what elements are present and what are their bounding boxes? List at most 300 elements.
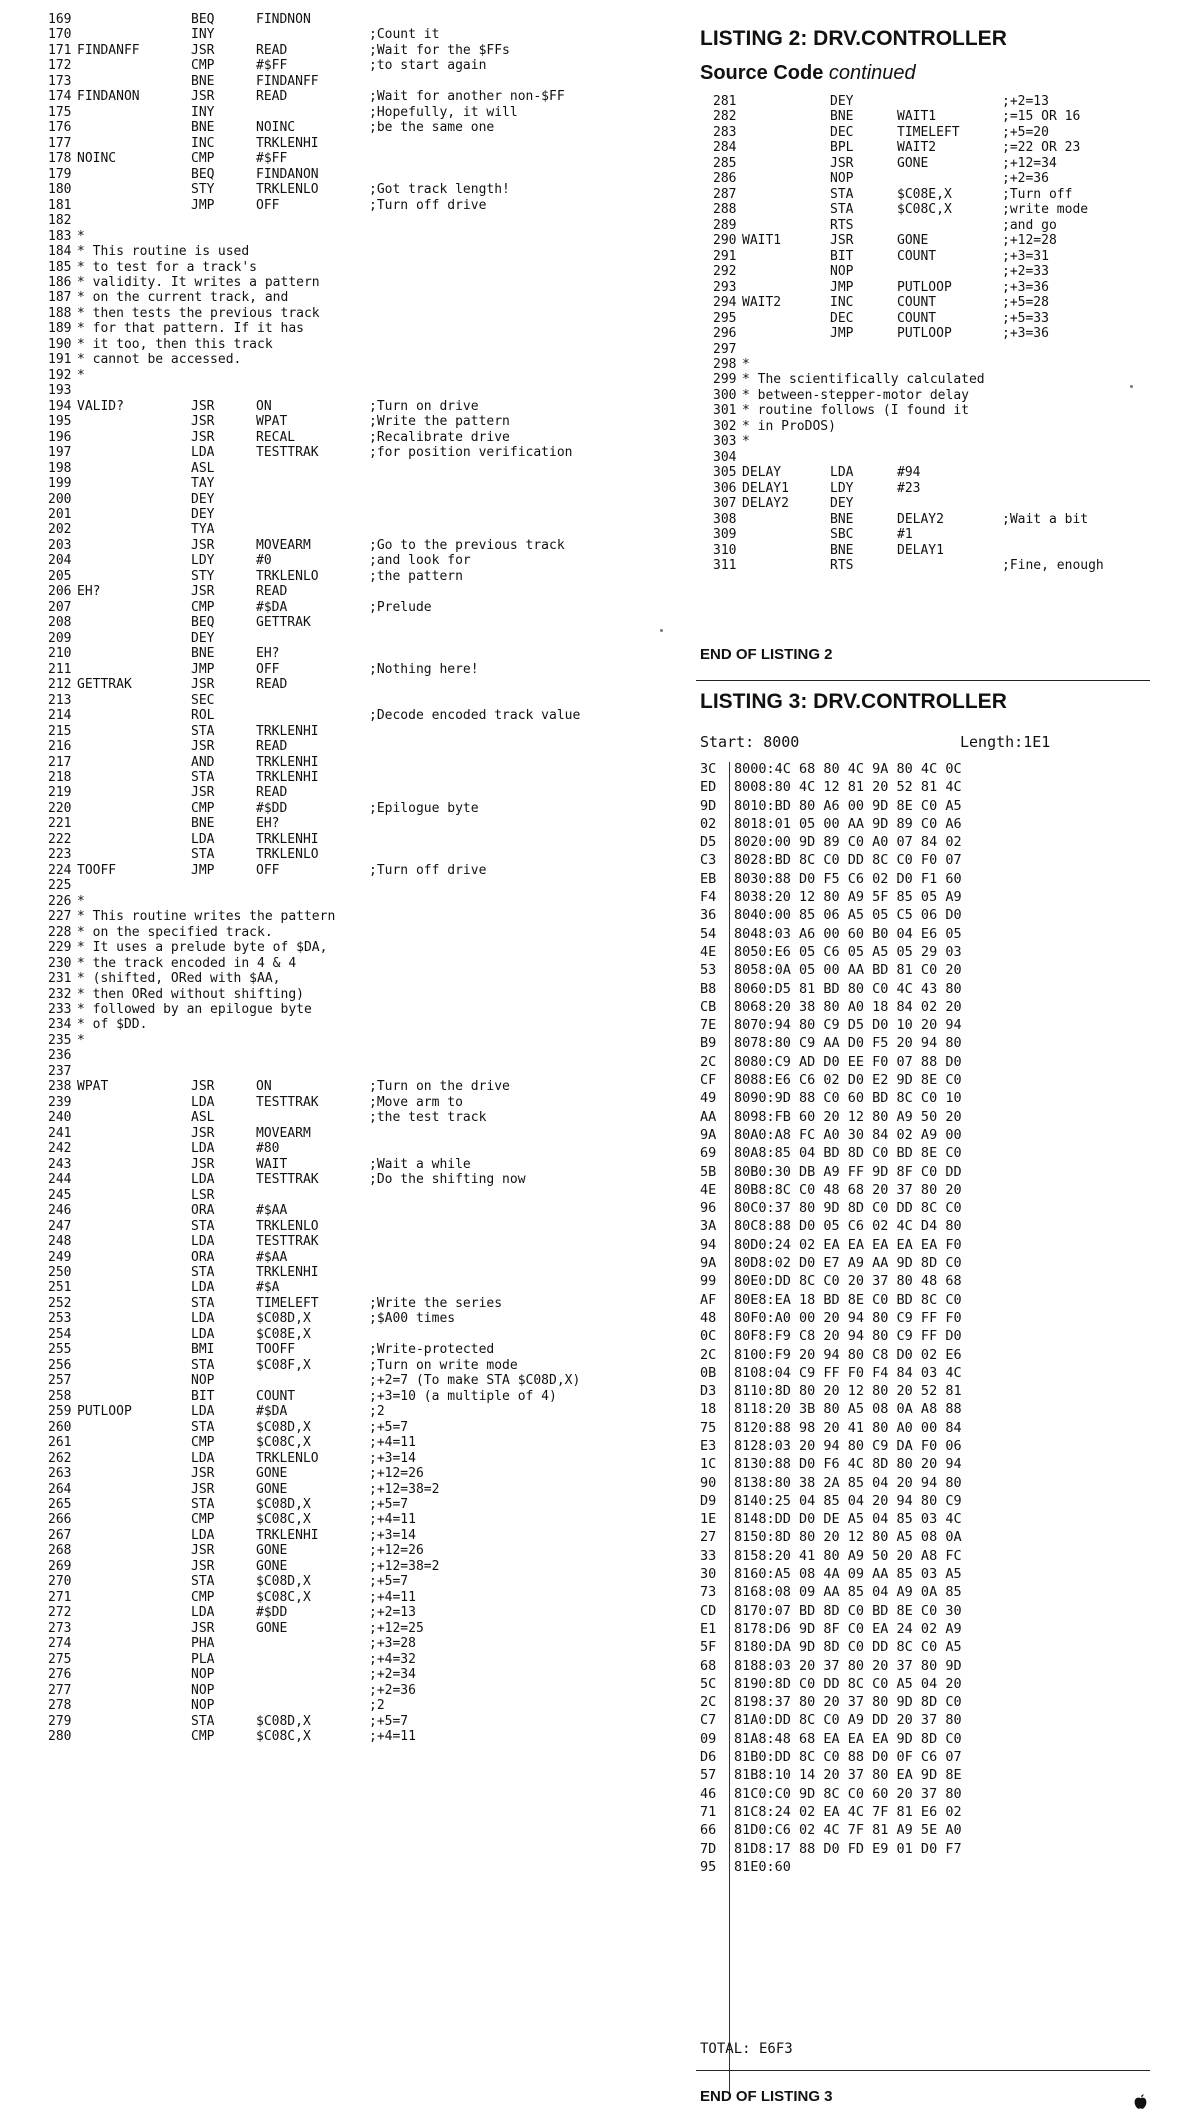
- opcode: STA: [191, 1295, 215, 1311]
- line-number: 272: [48, 1605, 72, 1621]
- scan-speck: [660, 629, 663, 632]
- hex-bytes: 80B8:8C C0 48 68 20 37 80 20: [734, 1181, 962, 1198]
- code-comment: ;+2=34: [369, 1667, 416, 1683]
- line-number: 240: [48, 1110, 72, 1126]
- hex-checksum: 36: [700, 907, 717, 924]
- opcode: LDY: [830, 480, 854, 496]
- line-number: 305: [713, 465, 737, 481]
- operand: PUTLOOP: [897, 326, 952, 342]
- code-comment: ;+5=33: [1002, 310, 1049, 326]
- operand: DELAY2: [897, 511, 944, 527]
- code-comment: ;+4=32: [369, 1651, 416, 1667]
- code-comment: ;Prelude: [369, 599, 432, 615]
- code-label: * It uses a prelude byte of $DA,: [77, 940, 328, 956]
- line-number: 214: [48, 708, 72, 724]
- operand: #80: [256, 1141, 280, 1157]
- hex-checksum: 71: [700, 1803, 717, 1820]
- hex-bytes: 8038:20 12 80 A9 5F 85 05 A9: [734, 889, 962, 906]
- line-number: 289: [713, 217, 737, 233]
- line-number: 274: [48, 1636, 72, 1652]
- code-comment: ;+4=11: [369, 1729, 416, 1745]
- hex-checksum: 49: [700, 1090, 717, 1107]
- operand: DELAY1: [897, 542, 944, 558]
- line-number: 197: [48, 445, 72, 461]
- operand: FINDNON: [256, 12, 311, 27]
- line-number: 184: [48, 244, 72, 260]
- line-number: 230: [48, 955, 72, 971]
- line-number: 261: [48, 1435, 72, 1451]
- operand: RECAL: [256, 429, 296, 445]
- hex-bytes: 80D0:24 02 EA EA EA EA EA F0: [734, 1236, 962, 1253]
- code-comment: ;Epilogue byte: [369, 800, 479, 816]
- line-number: 267: [48, 1527, 72, 1543]
- line-number: 282: [713, 109, 737, 125]
- opcode: LDA: [191, 1605, 215, 1621]
- code-comment: ;the test track: [369, 1110, 487, 1126]
- opcode: CMP: [191, 599, 215, 615]
- hex-checksum: CD: [700, 1602, 717, 1619]
- code-comment: ;+12=26: [369, 1543, 424, 1559]
- operand: NOINC: [256, 120, 296, 136]
- opcode: STA: [191, 847, 215, 863]
- line-number: 279: [48, 1713, 72, 1729]
- line-number: 306: [713, 480, 737, 496]
- hex-checksum: E1: [700, 1620, 717, 1637]
- hex-checksum: AA: [700, 1108, 717, 1125]
- code-label: * The scientifically calculated: [742, 372, 985, 388]
- code-comment: ;=15 OR 16: [1002, 109, 1081, 125]
- code-label: * in ProDOS): [742, 418, 836, 434]
- line-number: 220: [48, 800, 72, 816]
- line-number: 247: [48, 1218, 72, 1234]
- code-label: FINDANFF: [77, 42, 140, 58]
- code-label: GETTRAK: [77, 677, 132, 693]
- operand: $C08C,X: [256, 1589, 311, 1605]
- operand: TRKLENLO: [256, 568, 319, 584]
- operand: $C08C,X: [256, 1435, 311, 1451]
- hex-bytes: 8140:25 04 85 04 20 94 80 C9: [734, 1492, 962, 1509]
- operand: READ: [256, 677, 288, 693]
- operand: ON: [256, 398, 272, 414]
- line-number: 285: [713, 155, 737, 171]
- line-number: 304: [713, 449, 737, 465]
- code-comment: ;+5=20: [1002, 124, 1049, 140]
- line-number: 276: [48, 1667, 72, 1683]
- line-number: 281: [713, 94, 737, 109]
- operand: #$AA: [256, 1249, 288, 1265]
- line-number: 212: [48, 677, 72, 693]
- operand: $C08C,X: [897, 202, 952, 218]
- hex-bytes: 8188:03 20 37 80 20 37 80 9D: [734, 1657, 962, 1674]
- opcode: JSR: [191, 398, 215, 414]
- end-of-listing-2: END OF LISTING 2: [700, 646, 833, 663]
- code-comment: ;Wait for another non-$FF: [369, 89, 565, 105]
- line-number: 253: [48, 1311, 72, 1327]
- opcode: STY: [191, 182, 215, 198]
- hex-bytes: 8050:E6 05 C6 05 A5 05 29 03: [734, 943, 962, 960]
- operand: OFF: [256, 862, 280, 878]
- line-number: 207: [48, 599, 72, 615]
- opcode: DEY: [191, 491, 215, 507]
- opcode: RTS: [830, 558, 854, 574]
- opcode: NOP: [191, 1373, 215, 1389]
- line-number: 273: [48, 1620, 72, 1636]
- code-label: * of $DD.: [77, 1017, 148, 1033]
- hex-checksum: C7: [700, 1712, 717, 1729]
- line-number: 175: [48, 104, 72, 120]
- operand: GONE: [256, 1558, 288, 1574]
- opcode: JMP: [830, 326, 854, 342]
- apple-icon: [1134, 2094, 1147, 2109]
- hex-checksum: 4E: [700, 943, 717, 960]
- operand: TRKLENLO: [256, 847, 319, 863]
- hex-checksum: 33: [700, 1547, 717, 1564]
- opcode: NOP: [191, 1682, 215, 1698]
- code-label: * then tests the previous track: [77, 305, 320, 321]
- code-label: NOINC: [77, 151, 117, 167]
- line-number: 190: [48, 336, 72, 352]
- line-number: 177: [48, 135, 72, 151]
- opcode: STA: [191, 1357, 215, 1373]
- line-number: 188: [48, 305, 72, 321]
- operand: #$DA: [256, 1404, 288, 1420]
- line-number: 310: [713, 542, 737, 558]
- hex-bytes: 80A0:A8 FC A0 30 84 02 A9 00: [734, 1126, 962, 1143]
- code-label: *: [77, 1032, 85, 1048]
- opcode: LDA: [191, 831, 215, 847]
- hex-bytes: 8020:00 9D 89 C0 A0 07 84 02: [734, 834, 962, 851]
- operand: TRKLENHI: [256, 1527, 319, 1543]
- line-number: 235: [48, 1032, 72, 1048]
- opcode: BIT: [830, 248, 854, 264]
- hex-checksum: 69: [700, 1145, 717, 1162]
- code-label: *: [77, 367, 85, 383]
- opcode: JSR: [191, 1079, 215, 1095]
- line-number: 286: [713, 171, 737, 187]
- opcode: INC: [830, 295, 854, 311]
- opcode: JSR: [191, 785, 215, 801]
- hex-checksum: AF: [700, 1291, 717, 1308]
- line-number: 294: [713, 295, 737, 311]
- hex-checksum: 2C: [700, 1694, 717, 1711]
- operand: TOOFF: [256, 1342, 296, 1358]
- hex-checksum: 0B: [700, 1364, 717, 1381]
- line-number: 262: [48, 1450, 72, 1466]
- hex-bytes: 8098:FB 60 20 12 80 A9 50 20: [734, 1108, 962, 1125]
- operand: TIMELEFT: [256, 1295, 319, 1311]
- listing-3-total: TOTAL: E6F3: [700, 2041, 793, 2057]
- code-comment: ;Got track length!: [369, 182, 510, 198]
- line-number: 237: [48, 1063, 72, 1079]
- hex-checksum: CF: [700, 1072, 717, 1089]
- operand: PUTLOOP: [897, 279, 952, 295]
- hex-bytes: 8178:D6 9D 8F C0 EA 24 02 A9: [734, 1620, 962, 1637]
- line-number: 263: [48, 1466, 72, 1482]
- code-comment: ;2: [369, 1404, 385, 1420]
- code-label: * followed by an epilogue byte: [77, 1002, 312, 1017]
- line-number: 196: [48, 429, 72, 445]
- operand: TESTTRAK: [256, 1234, 319, 1250]
- code-comment: ;+3=31: [1002, 248, 1049, 264]
- hex-checksum: D6: [700, 1749, 717, 1766]
- opcode: LDA: [191, 445, 215, 461]
- hex-bytes: 8080:C9 AD D0 EE F0 07 88 D0: [734, 1053, 962, 1070]
- code-label: *: [77, 228, 85, 244]
- operand: GONE: [256, 1481, 288, 1497]
- code-comment: ;+2=36: [369, 1682, 416, 1698]
- line-number: 260: [48, 1419, 72, 1435]
- code-label: * This routine is used: [77, 244, 250, 260]
- opcode: SEC: [191, 692, 215, 708]
- opcode: PHA: [191, 1636, 215, 1652]
- line-number: 215: [48, 723, 72, 739]
- opcode: LDA: [191, 1141, 215, 1157]
- opcode: BNE: [830, 542, 854, 558]
- code-label: * for that pattern. If it has: [77, 321, 304, 337]
- line-number: 173: [48, 73, 72, 89]
- hex-checksum: 95: [700, 1858, 717, 1875]
- operand: GONE: [897, 155, 929, 171]
- code-comment: ;the pattern: [369, 568, 463, 584]
- hex-bytes: 8030:88 D0 F5 C6 02 D0 F1 60: [734, 870, 962, 887]
- hex-bytes: 81C8:24 02 EA 4C 7F 81 E6 02: [734, 1803, 962, 1820]
- line-number: 199: [48, 476, 72, 492]
- opcode: BMI: [191, 1342, 215, 1358]
- line-number: 174: [48, 89, 72, 105]
- operand: TRKLENHI: [256, 723, 319, 739]
- operand: OFF: [256, 197, 280, 213]
- opcode: STA: [191, 769, 215, 785]
- hex-checksum: D9: [700, 1492, 717, 1509]
- code-label: *: [77, 893, 85, 909]
- code-comment: ;+12=34: [1002, 155, 1057, 171]
- opcode: JSR: [830, 233, 854, 249]
- operand: $C08F,X: [256, 1357, 311, 1373]
- operand: READ: [256, 89, 288, 105]
- line-number: 270: [48, 1574, 72, 1590]
- hex-checksum: 75: [700, 1419, 717, 1436]
- code-comment: ;Write the pattern: [369, 414, 510, 430]
- opcode: NOP: [830, 264, 854, 280]
- line-number: 243: [48, 1156, 72, 1172]
- hex-bytes: 8088:E6 C6 02 D0 E2 9D 8E C0: [734, 1072, 962, 1089]
- line-number: 287: [713, 186, 737, 202]
- line-number: 180: [48, 182, 72, 198]
- line-number: 295: [713, 310, 737, 326]
- opcode: DEY: [830, 94, 854, 109]
- code-comment: ;be the same one: [369, 120, 495, 136]
- operand: COUNT: [256, 1388, 296, 1404]
- line-number: 236: [48, 1048, 72, 1064]
- operand: GONE: [256, 1620, 288, 1636]
- operand: WAIT: [256, 1156, 288, 1172]
- opcode: STA: [191, 1574, 215, 1590]
- opcode: BNE: [191, 73, 215, 89]
- hex-checksum: 30: [700, 1566, 717, 1583]
- line-number: 205: [48, 568, 72, 584]
- opcode: DEC: [830, 124, 854, 140]
- hex-bytes: 8068:20 38 80 A0 18 84 02 20: [734, 998, 962, 1015]
- operand: TRKLENLO: [256, 182, 319, 198]
- line-number: 254: [48, 1326, 72, 1342]
- hex-bytes: 80A8:85 04 BD 8D C0 BD 8E C0: [734, 1145, 962, 1162]
- hex-bytes: 81B8:10 14 20 37 80 EA 9D 8E: [734, 1767, 962, 1784]
- hex-bytes: 8190:8D C0 DD 8C C0 A5 04 20: [734, 1675, 962, 1692]
- line-number: 202: [48, 522, 72, 538]
- line-number: 192: [48, 367, 72, 383]
- opcode: ORA: [191, 1249, 215, 1265]
- line-number: 252: [48, 1295, 72, 1311]
- opcode: BEQ: [191, 615, 215, 631]
- operand: #$AA: [256, 1203, 288, 1219]
- section-divider: [696, 680, 1150, 681]
- hex-bytes: 80C0:37 80 9D 8D C0 DD 8C C0: [734, 1200, 962, 1217]
- hex-bytes: 8128:03 20 94 80 C9 DA F0 06: [734, 1437, 962, 1454]
- code-label: *: [742, 434, 750, 450]
- hex-bytes: 8100:F9 20 94 80 C8 D0 02 E6: [734, 1346, 962, 1363]
- operand: #94: [897, 465, 921, 481]
- hex-checksum: 0C: [700, 1328, 717, 1345]
- total-divider: [696, 2070, 1150, 2071]
- line-number: 228: [48, 924, 72, 940]
- hex-checksum: C3: [700, 852, 717, 869]
- line-number: 201: [48, 507, 72, 522]
- subheading-continued: continued: [828, 62, 916, 84]
- code-label: *: [742, 356, 750, 372]
- code-comment: ;Turn off drive: [369, 862, 487, 878]
- operand: $C08C,X: [256, 1729, 311, 1745]
- line-number: 258: [48, 1388, 72, 1404]
- opcode: ASL: [191, 460, 215, 476]
- line-number: 189: [48, 321, 72, 337]
- opcode: DEY: [191, 630, 215, 646]
- opcode: JMP: [191, 862, 215, 878]
- hex-checksum: 57: [700, 1767, 717, 1784]
- checksum-divider: [729, 762, 730, 2097]
- line-number: 244: [48, 1172, 72, 1188]
- hex-checksum: E3: [700, 1437, 717, 1454]
- hex-bytes: 81D8:17 88 D0 FD E9 01 D0 F7: [734, 1840, 962, 1857]
- opcode: LDA: [191, 1094, 215, 1110]
- code-comment: ;+3=36: [1002, 279, 1049, 295]
- listing-2-heading: LISTING 2: DRV.CONTROLLER: [700, 27, 1007, 50]
- listing-3-heading: LISTING 3: DRV.CONTROLLER: [700, 690, 1007, 713]
- code-comment: ;write mode: [1002, 202, 1089, 218]
- line-number: 185: [48, 259, 72, 275]
- code-comment: ;+3=14: [369, 1450, 416, 1466]
- hex-bytes: 80E0:DD 8C C0 20 37 80 48 68: [734, 1273, 962, 1290]
- hex-checksum: 66: [700, 1822, 717, 1839]
- code-label: * then ORed without shifting): [77, 986, 304, 1002]
- operand: MOVEARM: [256, 537, 311, 553]
- line-number: 298: [713, 356, 737, 372]
- opcode: LDA: [191, 1404, 215, 1420]
- opcode: STY: [191, 568, 215, 584]
- code-comment: ;=22 OR 23: [1002, 140, 1081, 156]
- hex-checksum: B8: [700, 980, 717, 997]
- opcode: BNE: [191, 646, 215, 662]
- line-number: 182: [48, 213, 72, 229]
- line-number: 292: [713, 264, 737, 280]
- operand: WAIT2: [897, 140, 937, 156]
- opcode: JSR: [191, 537, 215, 553]
- hex-bytes: 8168:08 09 AA 85 04 A9 0A 85: [734, 1584, 962, 1601]
- hex-bytes: 80E8:EA 18 BD 8E C0 BD 8C C0: [734, 1291, 962, 1308]
- operand: #$DD: [256, 1605, 288, 1621]
- opcode: DEC: [830, 310, 854, 326]
- code-label: * (shifted, ORed with $AA,: [77, 971, 281, 987]
- opcode: LDA: [191, 1326, 215, 1342]
- operand: EH?: [256, 816, 280, 832]
- hex-bytes: 8170:07 BD 8D C0 BD 8E C0 30: [734, 1602, 962, 1619]
- code-comment: ;Nothing here!: [369, 661, 479, 677]
- operand: $C08D,X: [256, 1713, 311, 1729]
- hex-bytes: 8028:BD 8C C0 DD 8C C0 F0 07: [734, 852, 962, 869]
- line-number: 288: [713, 202, 737, 218]
- code-label: * cannot be accessed.: [77, 352, 242, 368]
- code-comment: ;+5=7: [369, 1419, 409, 1435]
- hex-checksum: 2C: [700, 1346, 717, 1363]
- line-number: 234: [48, 1017, 72, 1033]
- line-number: 178: [48, 151, 72, 167]
- code-comment: ;+4=11: [369, 1589, 416, 1605]
- line-number: 227: [48, 909, 72, 925]
- code-comment: ;Wait for the $FFs: [369, 42, 510, 58]
- code-comment: ;Do the shifting now: [369, 1172, 526, 1188]
- line-number: 233: [48, 1002, 72, 1017]
- opcode: BNE: [830, 109, 854, 125]
- line-number: 222: [48, 831, 72, 847]
- opcode: BPL: [830, 140, 854, 156]
- opcode: CMP: [191, 151, 215, 167]
- code-label: * between-stepper-motor delay: [742, 387, 969, 403]
- operand: $C08E,X: [256, 1326, 311, 1342]
- code-label: DELAY2: [742, 496, 789, 512]
- line-number: 213: [48, 692, 72, 708]
- line-number: 203: [48, 537, 72, 553]
- operand: READ: [256, 42, 288, 58]
- line-number: 301: [713, 403, 737, 419]
- code-comment: ;+2=36: [1002, 171, 1049, 187]
- hex-checksum: 46: [700, 1785, 717, 1802]
- operand: TIMELEFT: [897, 124, 960, 140]
- code-comment: ;for position verification: [369, 445, 573, 461]
- opcode: LDA: [191, 1450, 215, 1466]
- line-number: 231: [48, 971, 72, 987]
- line-number: 242: [48, 1141, 72, 1157]
- code-label: TOOFF: [77, 862, 117, 878]
- code-label: WAIT2: [742, 295, 782, 311]
- opcode: AND: [191, 754, 215, 770]
- hex-bytes: 8160:A5 08 4A 09 AA 85 03 A5: [734, 1566, 962, 1583]
- opcode: INC: [191, 135, 215, 151]
- line-number: 198: [48, 460, 72, 476]
- hex-checksum: 02: [700, 815, 717, 832]
- line-number: 219: [48, 785, 72, 801]
- hex-checksum: 3A: [700, 1218, 717, 1235]
- opcode: INY: [191, 104, 215, 120]
- opcode: LDA: [191, 1234, 215, 1250]
- code-comment: ;+3=10 (a multiple of 4): [369, 1388, 557, 1404]
- code-comment: ;+5=7: [369, 1497, 409, 1512]
- code-label: PUTLOOP: [77, 1404, 132, 1420]
- code-comment: ;+5=28: [1002, 295, 1049, 311]
- line-number: 264: [48, 1481, 72, 1497]
- code-comment: ;Wait a while: [369, 1156, 471, 1172]
- hex-checksum: 96: [700, 1200, 717, 1217]
- opcode: JSR: [191, 1558, 215, 1574]
- hex-checksum: 5F: [700, 1639, 717, 1656]
